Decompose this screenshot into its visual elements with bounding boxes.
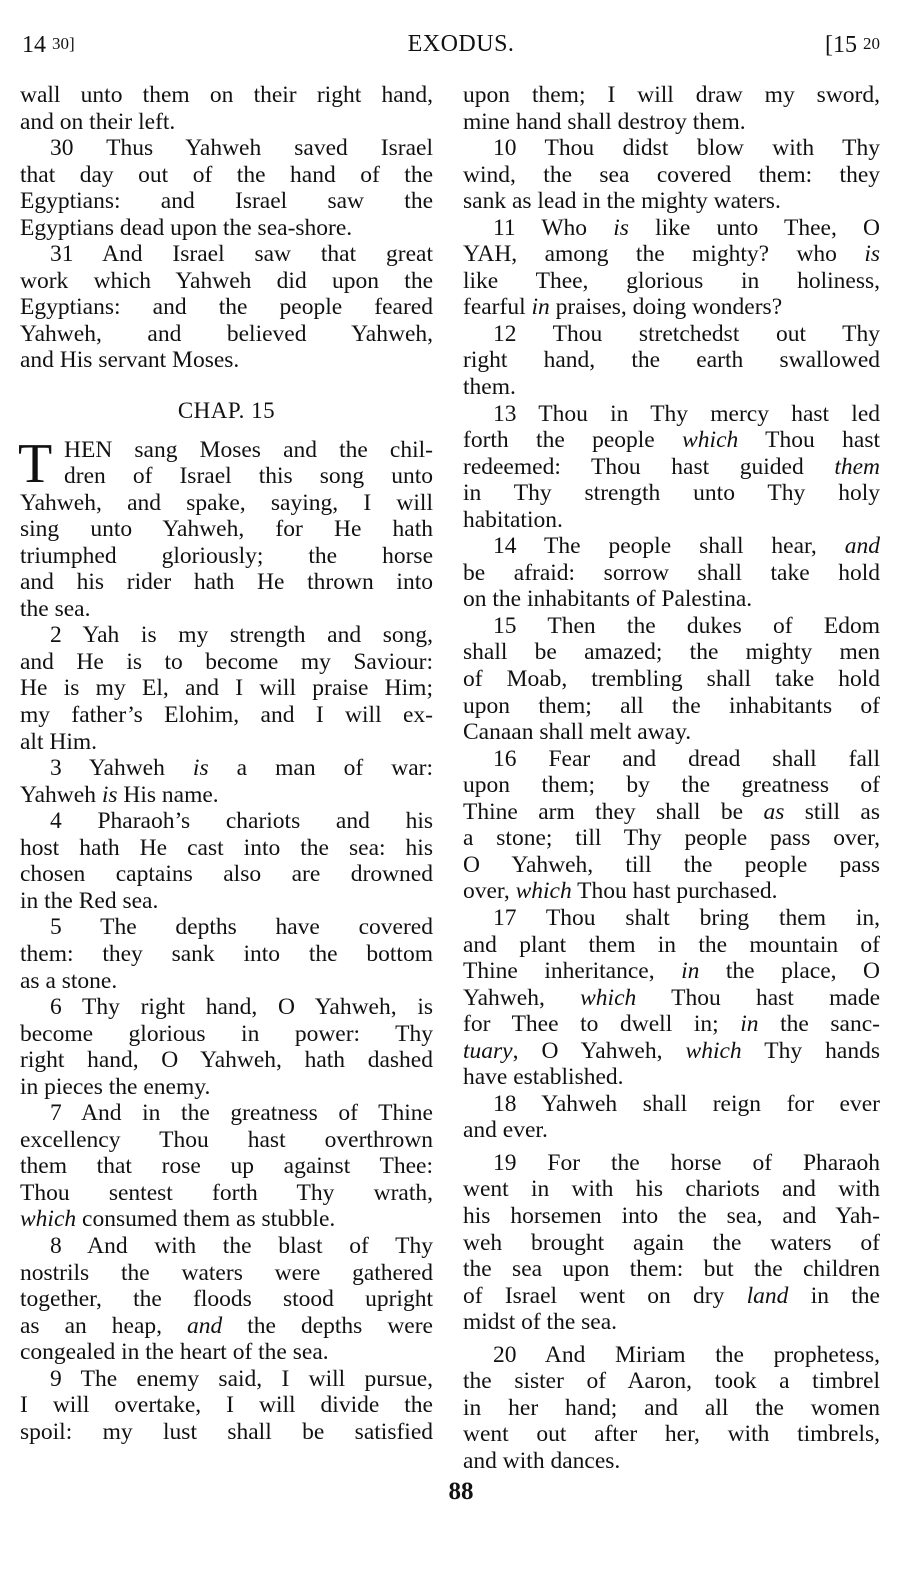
text-line: and his rider hath He thrown into [20,569,433,596]
text-line: midst of the sea. [463,1309,618,1336]
text-line: in the Red sea. [20,887,159,914]
text-line: 6 Thy right hand, O Yahweh, is [50,994,433,1021]
text-line: tuary, O Yahweh, which Thy hands [463,1037,880,1064]
text-line: host hath He cast into the sea: his [20,834,433,861]
text-line: forth the people which Thou hast [463,427,880,454]
text-line: 13 Thou in Thy mercy hast led [493,400,880,427]
text-line: 19 For the horse of Pharaoh [493,1149,880,1176]
text-line: Thine inheritance, in the place, O [463,958,880,985]
text-line: upon them; by the greatness of [463,772,880,799]
book-title: EXODUS. [407,31,515,57]
text-line: right hand, the earth swallowed [463,347,880,374]
text-line: fearful in praises, doing wonders? [463,294,783,321]
text-line: a stone; till Thy people pass over, [463,825,880,852]
text-line: upon them; all the inhabitants of [463,692,880,719]
text-line: that day out of the hand of the [20,161,433,188]
text-line: them. [463,374,516,401]
text-line: sing unto Yahweh, for He hath [20,516,433,543]
text-line: Egyptians dead upon the sea-shore. [20,214,353,241]
text-line: redeemed: Thou hast guided them [463,453,880,480]
text-line: in pieces the enemy. [20,1073,211,1100]
text-line: sank as lead in the mighty waters. [463,188,781,215]
text-line: 11 Who is like unto Thee, O [493,214,881,241]
text-line: I will overtake, I will divide the [20,1392,433,1419]
header-right-verse: 20 [863,34,880,53]
text-line: right hand, O Yahweh, hath dashed [20,1047,433,1074]
text-line: 9 The enemy said, I will pursue, [50,1365,433,1392]
text-line: be afraid: sorrow shall take hold [463,559,880,586]
text-line: excellency Thou hast overthrown [20,1126,433,1153]
text-line: 3 Yahweh is a man of war: [50,755,433,782]
right-column-lines [463,82,880,1474]
text-line: as a stone. [20,967,118,994]
chapter-heading: CHAP. 15 [177,398,276,424]
right-column [463,82,880,1474]
text-line: like Thee, glorious in holiness, [463,267,880,294]
text-line: 8 And with the blast of Thy [50,1232,433,1259]
text-line: Thine arm they shall be as still as [463,798,881,825]
text-line: He is my El, and I will praise Him; [20,675,433,702]
drop-cap: T [18,432,53,495]
text-line: YAH, among the mighty? who is [463,241,880,268]
text-line: 31 And Israel saw that great [50,241,433,268]
left-column-bottom-lines [20,490,433,1446]
text-line: them that rose up against Thee: [20,1153,433,1180]
text-line: on the inhabitants of Palestina. [463,586,753,613]
text-line: 16 Fear and dread shall fall [493,745,880,772]
text-line: the sea. [20,595,91,622]
text-line: 12 Thou stretchedst out Thy [493,320,880,347]
text-line: and ever. [463,1117,548,1144]
text-line: 15 Then the dukes of Edom [493,612,880,639]
text-line: work which Yahweh did upon the [20,267,433,294]
text-line: and plant them in the mountain of [463,931,880,958]
text-line: alt Him. [20,728,98,755]
text-line: habitation. [463,506,563,533]
text-line: and with dances. [463,1447,621,1474]
text-line: Yahweh is His name. [20,781,219,808]
text-line: 30 Thus Yahweh saved Israel [50,135,433,162]
text-line: Egyptians: and Israel saw the [20,188,433,215]
text-line: become glorious in power: Thy [20,1020,433,1047]
running-header-right [825,30,880,59]
text-line: the sister of Aaron, took a timbrel [463,1368,880,1395]
chapter-opening [18,432,433,495]
text-line: triumphed gloriously; the horse [20,542,433,569]
text-line: went out after her, with timbrels, [463,1421,880,1448]
text-line: of Israel went on dry land in the [463,1282,880,1309]
text-line: my father’s Elohim, and I will ex- [20,702,433,729]
text-line: 7 And in the greatness of Thine [50,1100,433,1127]
text-line: HEN sang Moses and the chil- [64,436,433,463]
text-line: and His servant Moses. [20,347,240,374]
text-line: his horsemen into the sea, and Yah- [463,1202,880,1229]
text-line: as an heap, and the depths were [20,1312,433,1339]
text-line: of Moab, trembling shall take hold [463,666,880,693]
text-line: Yahweh, and spake, saying, I will [20,489,433,516]
text-line: Thou sentest forth Thy wrath, [20,1179,433,1206]
text-line: 14 The people shall hear, and [493,533,880,560]
text-line: went in with his chariots and with [463,1176,880,1203]
text-line: O Yahweh, till the people pass [463,851,880,878]
text-line: 10 Thou didst blow with Thy [493,135,880,162]
text-line: and He is to become my Saviour: [20,648,433,675]
text-line: weh brought again the waters of [463,1229,880,1256]
text-line: Egyptians: and the people feared [20,294,433,321]
header-left-verse: 30] [52,34,75,53]
text-line: in Thy strength unto Thy holy [463,480,880,507]
text-line: wind, the sea covered them: they [463,161,880,188]
text-line: and on their left. [20,108,176,135]
text-line: them: they sank into the bottom [20,940,433,967]
text-line: 18 Yahweh shall reign for ever [493,1090,880,1117]
text-line: spoil: my lust shall be satisfied [20,1418,433,1445]
text-line: 20 And Miriam the prophetess, [493,1341,880,1368]
text-line: 17 Thou shalt bring them in, [493,904,880,931]
text-line: shall be amazed; the mighty men [463,639,880,666]
text-line: have established. [463,1064,624,1091]
header-left-chapter: 14 [22,32,46,58]
text-line: wall unto them on their right hand, [20,82,433,108]
left-column-top-lines [20,82,433,374]
text-line: Yahweh, and believed Yahweh, [20,320,433,347]
text-line: nostrils the waters were gathered [20,1259,433,1286]
text-line: Yahweh, which Thou hast made [463,984,880,1011]
left-column [20,82,433,1445]
text-line: which consumed them as stubble. [20,1206,336,1233]
text-line: congealed in the heart of the sea. [20,1339,329,1366]
text-line: for Thee to dwell in; in the sanc- [463,1011,880,1038]
text-line: Canaan shall melt away. [463,719,692,746]
text-line: upon them; I will draw my sword, [463,82,880,108]
text-line: 5 The depths have covered [50,914,433,941]
text-line: chosen captains also are drowned [20,861,433,888]
text-line: the sea upon them: but the children [463,1256,880,1283]
text-line: dren of Israel this song unto [64,463,433,490]
page-number: 88 [448,1478,474,1505]
text-line: mine hand shall destroy them. [463,108,746,135]
text-line: 4 Pharaoh’s chariots and his [50,808,433,835]
text-line: in her hand; and all the women [463,1394,880,1421]
text-line: over, which Thou hast purchased. [463,878,778,905]
text-line: together, the floods stood upright [20,1286,433,1313]
header-right-chapter: [15 [825,32,857,58]
text-line: 2 Yah is my strength and song, [50,622,433,649]
